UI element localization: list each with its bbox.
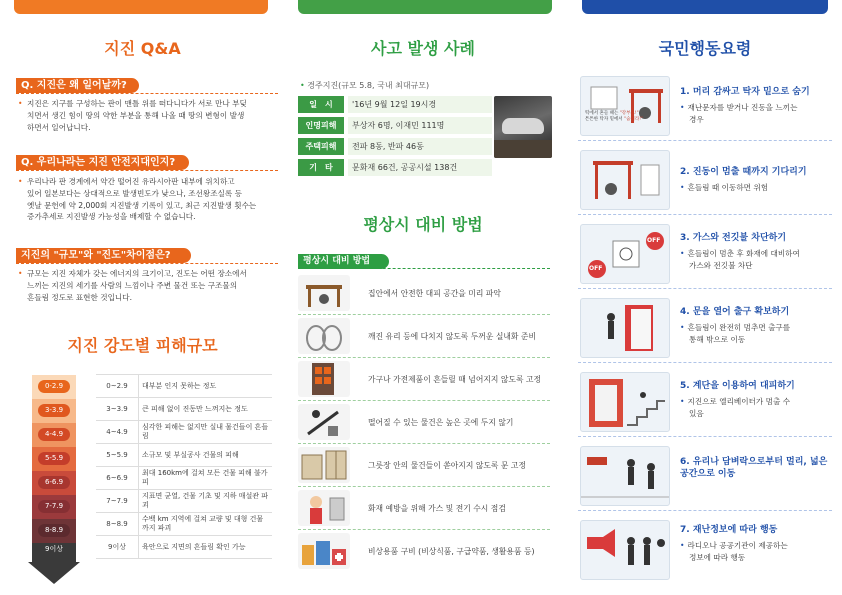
case-title: 사고 발생 사례 [371,39,475,58]
prep-text: 가구나 가전제품이 흔들릴 때 넘어지지 않도록 고정 [368,374,542,384]
intensity-table [96,374,272,559]
answer-1: • 지진은 지구를 구성하는 판이 맨틀 위를 떠다니다가 서로 만나 부딪 치면서 생긴 힘이 땅의 약한 부분을 통해 나올 때 땅의 변형이 발생 하면서 일어납니다. [18,98,276,133]
table-row: 0~2.9 대부분 인지 못하는 정도 [96,375,272,398]
prep-text: 깨진 유리 등에 다치지 않도록 두꺼운 실내화 준비 [368,331,536,341]
disaster-info-icon [580,520,670,580]
action-heading: 3. 가스와 전깃불 차단하기 [680,233,787,243]
cabinet-icon [298,447,350,483]
action-item [578,294,832,363]
action-text: • 라디오나 공공기관이 제공하는 정보에 따라 행동 [680,540,830,563]
action-text: • 재난문자를 받거나 진동을 느끼는 경우 [680,102,830,125]
wait-shaking-icon [580,150,670,210]
scale-label: 9이상 [45,545,63,553]
case-row: 일 시 '16년 9월 12일 19시경 [298,96,492,113]
prep-text: 비상용품 구비 (비상식품, 구급약품, 생활용품 등) [368,546,535,556]
prep-item [298,530,550,572]
furniture-icon [298,361,350,397]
action-text: • 흔들림 때 이동하면 위험 [680,182,830,194]
action-item [578,72,832,141]
question-1: Q. 지진은 왜 일어날까? [16,78,139,93]
action-text: • 흔들림이 완전히 멈추면 출구를 통해 밖으로 이동 [680,322,830,345]
scale-label: 5-5.9 [38,452,70,465]
column2-top-bar [298,0,552,14]
emergency-kit-icon [298,533,350,569]
action-item [578,220,832,289]
intensity-title: 지진 강도별 피해규모 [67,336,218,355]
prep-text: 화재 예방을 위해 가스 및 전기 수시 점검 [368,503,506,513]
falling-object-icon [298,404,350,440]
action-heading: 7. 재난정보에 따라 행동 [680,525,778,535]
divider [16,93,278,94]
table-row: 3~3.9 큰 피해 없이 진동만 느껴지는 정도 [96,398,272,421]
gas-electric-off-icon [580,224,670,284]
open-space-icon [580,446,670,506]
off-label: OFF [647,237,661,244]
action-heading: 5. 계단을 이용하여 대피하기 [680,381,795,391]
caption-line: 떡에서 흔들 때는 [585,111,619,116]
scale-label: 0-2.9 [38,380,70,393]
action-heading: 4. 문을 열어 출구 확보하기 [680,307,790,317]
case-row: 기 타 문화재 66건, 공공시설 138건 [298,159,492,176]
action-heading: 6. 유리나 담벼락으로부터 멀리, 넓은 공간으로 이동 [680,457,828,479]
action-item [578,368,832,437]
off-label: OFF [589,265,603,272]
action-item [578,516,832,584]
prep-text: 그릇장 안의 물건들이 쏟아지지 않도록 문 고정 [368,460,526,470]
prep-text: 집안에서 안전한 대피 공간을 미리 파악 [368,288,501,298]
prep-tab-label: 평상시 대비 방법 [298,254,389,269]
divider [298,268,550,269]
scale-label: 4-4.9 [38,428,70,441]
table-row: 7~7.9 지표면 균열, 건물 기초 및 지하 매설관 파괴 [96,490,272,513]
prep-item [298,358,550,401]
column3-top-bar [582,0,828,14]
prep-item [298,401,550,444]
question-3: 지진의 "규모"와 "진도"차이점은? [16,248,191,263]
answer-2: • 우리나라 판 경계에서 약간 떨어진 유라시아판 내부에 위치하고 있어 일본보다는 상대적으로 발생빈도가 낮으나, 조선왕조실록 등 옛날 문헌에 약 2,000회 지진발생 기록이 있고, 최근 지진발생 횟수는 증가추세로 지진발생 가능성을 배제할 수 없습니다. [18,176,276,223]
prep-item [298,444,550,487]
column1-top-bar [14,0,268,14]
slippers-icon [298,318,350,354]
action-item [578,442,832,511]
case-row: 인명피해 부상자 6명, 이재민 111명 [298,117,492,134]
scale-label: 6-6.9 [38,476,70,489]
open-door-icon [580,298,670,358]
prep-item [298,315,550,358]
qa-title: 지진 Q&A [104,39,181,58]
case-subtitle: • 경주지진(규모 5.8, 국내 최대규모) [300,81,430,90]
gas-check-icon [298,490,350,526]
prep-text: 떨어질 수 있는 물건은 높은 곳에 두지 않기 [368,417,514,427]
caption-line: 튼튼한 탁자 밑에서 [585,117,623,122]
case-row: 주택피해 전파 8동, 반파 46동 [298,138,492,155]
table-row: 5~5.9 소규모 및 부실공사 건물의 피해 [96,444,272,467]
scale-label: 7-7.9 [38,500,70,513]
table-shelter-icon [298,275,350,311]
scale-label: 3-3.9 [38,404,70,417]
answer-3: • 규모는 지진 자체가 갖는 에너지의 크기이고, 진도는 어떤 장소에서 느끼는 지진의 세기를 사람의 느낌이나 주변 물건 또는 구조물의 흔들림 정도로 표현한 것입니다. [18,268,276,303]
table-row: 8~8.9 수백 km 지역에 걸쳐 교량 및 대형 건물까지 파괴 [96,513,272,536]
divider [16,263,278,264]
action-text: • 흔들림이 멈춘 후 화재에 대비하여 가스와 전깃불 차단 [680,248,830,271]
table-row: 9이상 육안으로 지면의 흔들림 확인 가능 [96,536,272,559]
action-heading: 2. 진동이 멈출 때까지 기다리기 [680,167,807,177]
divider [16,170,278,171]
action-item [578,146,832,215]
prep-title: 평상시 대비 방법 [363,215,483,234]
stairs-evacuation-icon [580,372,670,432]
hide-under-table-icon: 떡에서 흔들 때는 "강부보!" 튼튼한 탁자 밑에서 "숨어라!" [580,76,670,136]
action-heading: 1. 머리 감싸고 탁자 밑으로 숨기 [680,87,810,97]
scale-label: 8-8.9 [38,524,70,537]
table-row: 4~4.9 심각한 피해는 없지만 실내 물건들이 흔들림 [96,421,272,444]
prep-item [298,487,550,530]
earthquake-damage-photo [494,96,552,158]
action-text: • 지진으로 엘리베이터가 멈출 수 있음 [680,396,830,419]
prep-item [298,272,550,315]
table-row: 6~6.9 최대 160km에 걸쳐 모든 건물 피해 불가피 [96,467,272,490]
action-title: 국민행동요령 [658,39,752,58]
question-2: Q. 우리나라는 지진 안전지대인지? [16,155,189,170]
